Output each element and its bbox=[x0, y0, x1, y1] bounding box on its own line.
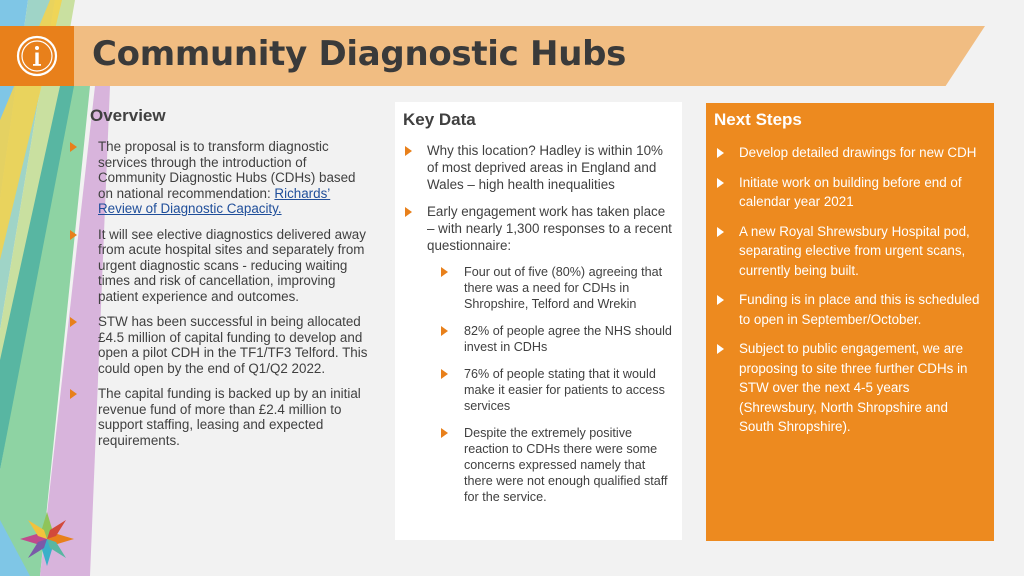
next-steps-heading: Next Steps bbox=[714, 110, 802, 129]
next-steps-item-text: Initiate work on building before end of calendar year 2021 bbox=[739, 174, 962, 209]
next-steps-item-text: A new Royal Shrewsbury Hospital pod, separating elective from urgent scans, currently being built. bbox=[739, 223, 970, 278]
key-data-card bbox=[395, 102, 682, 540]
list-item bbox=[68, 227, 368, 305]
star-logo-icon bbox=[18, 510, 76, 568]
info-icon bbox=[15, 34, 59, 78]
list-item bbox=[403, 203, 672, 505]
triangle-right-icon bbox=[717, 178, 724, 188]
overview-heading: Overview bbox=[90, 106, 166, 125]
triangle-right-icon bbox=[441, 267, 448, 277]
key-data-item-text: Early engagement work has taken place – with nearly 1,300 responses to a recent questionnaire: bbox=[427, 204, 672, 253]
key-data-list bbox=[403, 142, 672, 505]
list-item bbox=[403, 142, 672, 193]
triangle-right-icon bbox=[717, 295, 724, 305]
list-item bbox=[714, 173, 984, 212]
key-data-item-text: Why this location? Hadley is within 10% of most deprived areas in England and Wales – high health inequalities bbox=[427, 143, 663, 192]
triangle-right-icon bbox=[405, 146, 412, 156]
triangle-right-icon bbox=[70, 389, 77, 399]
triangle-right-icon bbox=[717, 148, 724, 158]
triangle-right-icon bbox=[441, 428, 448, 438]
list-item bbox=[427, 366, 672, 414]
key-data-sub-item-text: Despite the extremely positive reaction to CDHs there were some concerns expressed namely that there were not enough qualified staff for the service. bbox=[464, 426, 668, 504]
overview-item-text: The proposal is to transform diagnostic services through the introduction of Community Diagnostic Hubs (CDHs) based on national recommendation: bbox=[98, 139, 356, 201]
next-steps-list bbox=[714, 143, 984, 437]
overview-section bbox=[68, 106, 368, 458]
next-steps-item-text: Subject to public engagement, we are proposing to site three further CDHs in STW over the next 4-5 years (Shrewsbury, North Shropshire and South Shropshire). bbox=[739, 341, 968, 434]
next-steps-item-text: Develop detailed drawings for new CDH bbox=[739, 145, 977, 160]
overview-item-text: STW has been successful in being allocated £4.5 million of capital funding to develop and open a pilot CDH in the TF1/TF3 Telford. This could open by the end of Q1/Q2 2022. bbox=[98, 314, 368, 376]
list-item bbox=[714, 339, 984, 437]
key-data-sub-list bbox=[427, 264, 672, 505]
triangle-right-icon bbox=[70, 230, 77, 240]
list-item bbox=[714, 143, 984, 163]
list-item bbox=[714, 290, 984, 329]
triangle-right-icon bbox=[717, 227, 724, 237]
list-item bbox=[714, 222, 984, 281]
overview-item-text: The capital funding is backed up by an initial revenue fund of more than £2.4 million to support staffing, leasing and expected requirements. bbox=[98, 386, 361, 448]
key-data-sub-item-text: 76% of people stating that it would make it easier for patients to access services bbox=[464, 367, 665, 413]
richards-review-link[interactable]: Richards’ Review of Diagnostic Capacity. bbox=[98, 185, 331, 216]
list-item bbox=[68, 139, 368, 217]
list-item bbox=[427, 323, 672, 355]
overview-item-text: It will see elective diagnostics delivered away from acute hospital sites and separately from urgent diagnostic scans - reducing waiting times and risk of cancellation, improving patient experience and outcomes. bbox=[98, 226, 366, 304]
key-data-sub-item-text: 82% of people agree the NHS should invest in CDHs bbox=[464, 324, 672, 354]
page-title: Community Diagnostic Hubs bbox=[92, 34, 627, 74]
list-item bbox=[68, 314, 368, 376]
overview-list bbox=[68, 139, 368, 448]
key-data-sub-item-text: Four out of five (80%) agreeing that there was a need for CDHs in Shropshire, Telford and Wrekin bbox=[464, 265, 663, 311]
list-item bbox=[68, 386, 368, 448]
triangle-right-icon bbox=[441, 369, 448, 379]
triangle-right-icon bbox=[70, 317, 77, 327]
triangle-right-icon bbox=[70, 142, 77, 152]
triangle-right-icon bbox=[717, 344, 724, 354]
list-item bbox=[427, 264, 672, 312]
next-steps-item-text: Funding is in place and this is scheduled to open in September/October. bbox=[739, 292, 980, 327]
list-item bbox=[427, 425, 672, 505]
title-icon-box bbox=[0, 26, 74, 86]
triangle-right-icon bbox=[405, 207, 412, 217]
key-data-heading: Key Data bbox=[403, 110, 476, 129]
triangle-right-icon bbox=[441, 326, 448, 336]
next-steps-card bbox=[706, 103, 994, 541]
